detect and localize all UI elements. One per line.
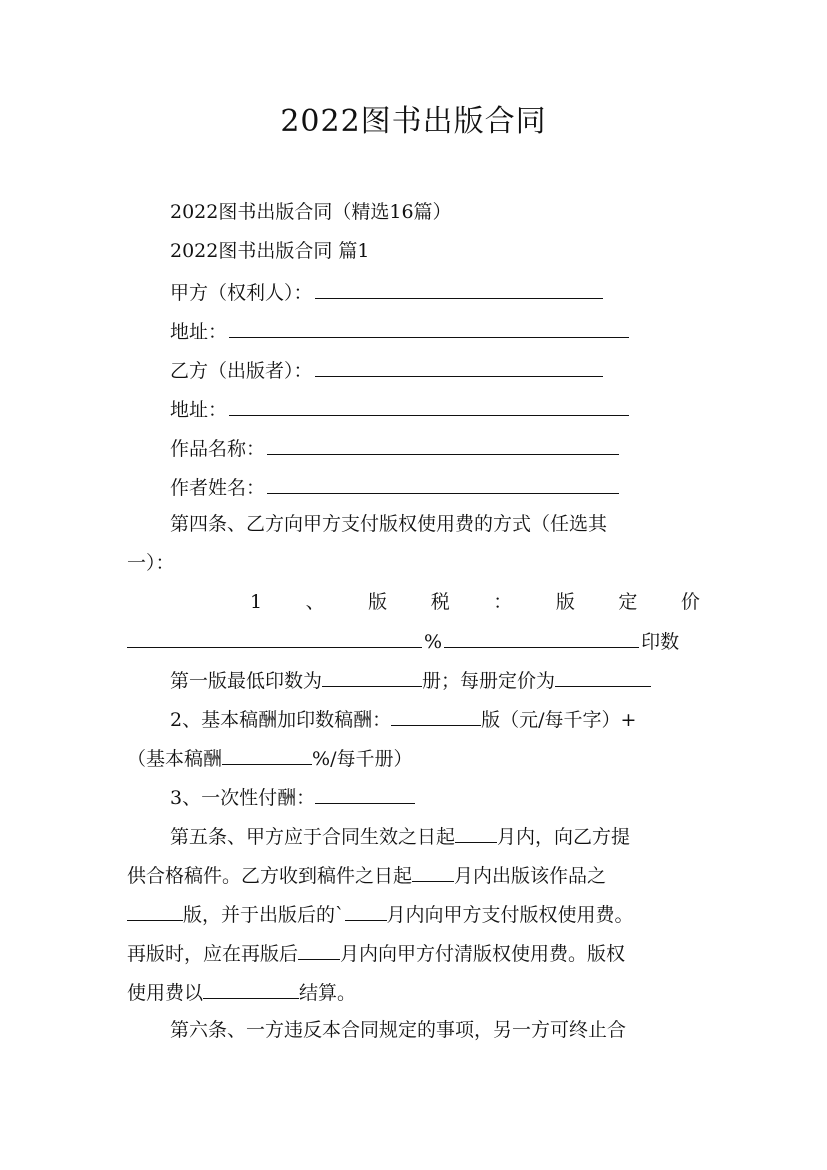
article5-text: 再版时，应在再版后 [127, 943, 299, 965]
article4-item2-line2 [127, 744, 702, 772]
article5-blank-6 [203, 978, 299, 999]
min-print-blank [322, 666, 422, 687]
basic-fee-blank [391, 705, 481, 726]
item1-part: 版 [368, 591, 388, 613]
article4-item1-line1 [250, 589, 700, 615]
item1-part: 版 [555, 591, 575, 613]
article5-text: 版，并于出版后的` [183, 904, 345, 926]
party-b-blank [315, 356, 603, 377]
article5-blank-2 [412, 861, 454, 882]
article5-line2 [127, 861, 702, 889]
article5-blank-4 [345, 900, 387, 921]
basic-fee-unit: 版（元/每千字）+ [481, 709, 637, 731]
article5-line5 [127, 978, 702, 1006]
section-heading: 2022图书出版合同 篇1 [170, 240, 370, 262]
author-name-label: 作者姓名： [170, 477, 266, 499]
lump-sum-blank [315, 783, 415, 804]
basic-fee-paren-label: （基本稿酬 [127, 748, 223, 770]
lump-sum-label: 3、一次性付酬： [170, 787, 316, 809]
article5-line4 [127, 939, 702, 967]
basic-fee-label: 2、基本稿酬加印数稿酬： [170, 709, 392, 731]
party-a-row [170, 278, 702, 306]
article4-item1-line2 [127, 627, 702, 655]
article4-line1: 第四条、乙方向甲方支付版权使用费的方式（任选其 [170, 513, 608, 535]
unit-price-label: 册；每册定价为 [422, 670, 556, 692]
address-b-label: 地址： [170, 399, 228, 421]
party-a-blank [315, 278, 603, 299]
print-fee-unit: %/每千册） [312, 748, 413, 770]
item1-part: ： [493, 591, 513, 613]
address-b-row [170, 395, 702, 423]
print-run-blank [444, 627, 639, 648]
article5-blank-1 [455, 822, 497, 843]
item1-part: 税 [430, 591, 450, 613]
address-a-blank [229, 317, 629, 338]
article5-line1 [170, 822, 702, 850]
document-subtitle: 2022图书出版合同（精选16篇） [170, 201, 452, 223]
article5-text: 使用费以 [127, 982, 204, 1004]
article5-text: 第五条、甲方应于合同生效之日起 [170, 826, 456, 848]
address-a-label: 地址： [170, 321, 228, 343]
min-print-label: 第一版最低印数为 [170, 670, 323, 692]
article5-text: 月内向甲方支付版权使用费。 [386, 904, 634, 926]
article5-text: 月内出版该作品之 [454, 865, 607, 887]
page-title: 2022图书出版合同 [280, 104, 547, 139]
item1-part: 价 [680, 591, 700, 613]
item1-part: 1 [250, 591, 263, 613]
address-b-blank [229, 395, 629, 416]
article4-item3 [170, 783, 702, 811]
work-title-blank [267, 434, 619, 455]
unit-price-blank [555, 666, 651, 687]
article5-text: 供合格稿件。乙方收到稿件之日起 [127, 865, 413, 887]
article4-line2: 一）： [127, 552, 175, 574]
party-b-row [170, 356, 702, 384]
work-title-label: 作品名称： [170, 438, 266, 460]
author-name-row [170, 473, 702, 501]
address-a-row [170, 317, 702, 345]
party-b-label: 乙方（出版者）： [170, 360, 313, 382]
article5-text: 月内向甲方付清版权使用费。版权 [340, 943, 626, 965]
article6-line1: 第六条、一方违反本合同规定的事项，另一方可终止合 [170, 1019, 627, 1041]
item1-part: 、 [305, 591, 325, 613]
item1-part: 定 [618, 591, 638, 613]
article5-blank-3 [127, 900, 183, 921]
article5-blank-5 [298, 939, 340, 960]
print-fee-blank [222, 744, 312, 765]
author-name-blank [267, 473, 619, 494]
article5-text: 月内，向乙方提 [497, 826, 631, 848]
party-a-label: 甲方（权利人）： [170, 282, 313, 304]
article5-text: 结算。 [299, 982, 357, 1004]
percent-sign: % [424, 631, 443, 653]
royalty-rate-blank [127, 627, 422, 648]
article5-line3 [127, 900, 702, 928]
work-title-row [170, 434, 702, 462]
article4-item2-line1 [170, 705, 702, 733]
article4-item1-line3 [170, 666, 702, 694]
print-count-label: 印数 [641, 631, 680, 653]
